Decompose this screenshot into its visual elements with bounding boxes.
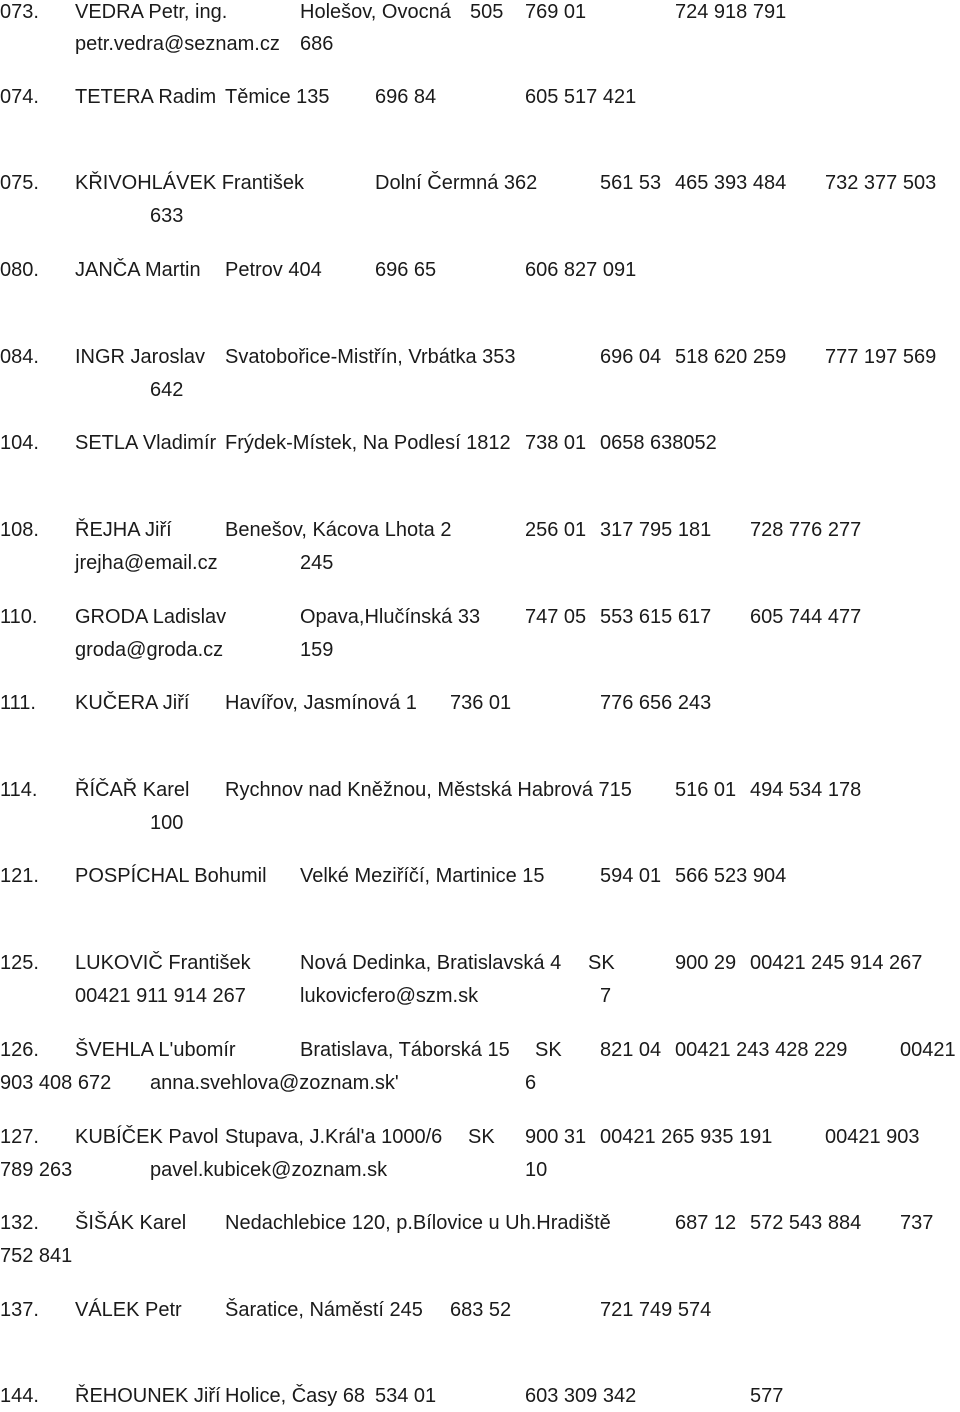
entry-field: Nová Dedinka, Bratislavská 4: [300, 952, 562, 974]
entry-field: VÁLEK Petr: [75, 1299, 182, 1321]
entry-field: 7: [600, 985, 612, 1007]
entry-field: 752 841: [0, 1245, 73, 1267]
entry-field: 534 01: [375, 1385, 437, 1407]
entry-field: KUBÍČEK Pavol: [75, 1126, 219, 1148]
entry-field: Nedachlebice 120, p.Bílovice u Uh.Hradiště: [225, 1212, 611, 1234]
entry-field: Stupava, J.Král'a 1000/6: [225, 1126, 443, 1148]
entry-field: Velké Meziříčí, Martinice 15: [300, 865, 545, 887]
entry-field: 687 12: [675, 1212, 737, 1234]
entry-field: lukovicfero@szm.sk: [300, 985, 479, 1007]
entry-line: [0, 688, 960, 718]
entry-field: 736 01: [450, 692, 512, 714]
entry-field: Šaratice, Náměstí 245: [225, 1299, 423, 1321]
entry-field: ŘEJHA Jiří: [75, 519, 172, 541]
entry-field: 074.: [0, 86, 39, 108]
entry-field: 769 01: [525, 1, 587, 23]
entry-field: 903 408 672: [0, 1072, 112, 1094]
entry-field: Havířov, Jasmínová 1: [225, 692, 417, 714]
entry-field: 100: [150, 812, 184, 834]
entry-line: [0, 1208, 960, 1238]
entry-field: 00421 245 914 267: [750, 952, 923, 974]
entry-field: 776 656 243: [600, 692, 712, 714]
entry-continuation-line: [0, 1155, 960, 1185]
entry-field: SK: [535, 1039, 562, 1061]
entry-continuation-line: [0, 981, 960, 1011]
entry-field: 900 31: [525, 1126, 587, 1148]
entry-field: 0658 638052: [600, 432, 717, 454]
entry-field: 125.: [0, 952, 39, 974]
entry-field: 696 65: [375, 259, 437, 281]
entry-field: 696 84: [375, 86, 437, 108]
entry-field: 789 263: [0, 1159, 73, 1181]
entry-field: JANČA Martin: [75, 259, 201, 281]
entry-field: Těmice 135: [225, 86, 330, 108]
entry-field: TETERA Radim: [75, 86, 217, 108]
entry-field: VEDRA Petr, ing.: [75, 1, 228, 23]
entry-field: 6: [525, 1072, 537, 1094]
entry-field: GRODA Ladislav: [75, 606, 227, 628]
entry-field: INGR Jaroslav: [75, 346, 206, 368]
entry-field: Benešov, Kácova Lhota 2: [225, 519, 452, 541]
entry-field: 317 795 181: [600, 519, 712, 541]
entry-field: 256 01: [525, 519, 587, 541]
entry-field: 144.: [0, 1385, 39, 1407]
entry-field: 603 309 342: [525, 1385, 637, 1407]
entry-field: SK: [468, 1126, 495, 1148]
entry-field: 724 918 791: [675, 1, 787, 23]
entry-field: POSPÍCHAL Bohumil: [75, 865, 267, 887]
entry-field: 642: [150, 379, 184, 401]
entry-line: [0, 428, 960, 458]
entry-line: [0, 1381, 960, 1411]
entry-field: Svatobořice-Mistřín, Vrbátka 353: [225, 346, 516, 368]
entry-line: [0, 602, 960, 632]
entry-field: 605 744 477: [750, 606, 862, 628]
entry-field: 721 749 574: [600, 1299, 712, 1321]
entry-field: 777 197 569: [825, 346, 937, 368]
entry-field: 900 29: [675, 952, 737, 974]
entry-field: Frýdek-Místek, Na Podlesí 1812: [225, 432, 511, 454]
entry-field: 577: [750, 1385, 784, 1407]
entry-field: 572 543 884: [750, 1212, 862, 1234]
entry-field: 104.: [0, 432, 39, 454]
entry-field: 633: [150, 205, 184, 227]
entry-continuation-line: [0, 635, 960, 665]
entry-field: 518 620 259: [675, 346, 787, 368]
entry-field: 127.: [0, 1126, 39, 1148]
entry-field: 075.: [0, 172, 39, 194]
entry-field: Holice, Časy 68: [225, 1385, 366, 1407]
entry-field: Petrov 404: [225, 259, 322, 281]
entry-continuation-line: [0, 201, 960, 231]
entry-line: [0, 1295, 960, 1325]
entry-field: 00421 903: [825, 1126, 920, 1148]
entry-field: Holešov, Ovocná: [300, 1, 451, 23]
entry-field: 245: [300, 552, 334, 574]
entry-line: [0, 515, 960, 545]
entry-field: SK: [588, 952, 615, 974]
entry-field: KUČERA Jiří: [75, 692, 190, 714]
entry-continuation-line: [0, 375, 960, 405]
entry-continuation-line: [0, 808, 960, 838]
entry-field: 00421 243 428 229: [675, 1039, 848, 1061]
entry-field: 080.: [0, 259, 39, 281]
entry-field: 683 52: [450, 1299, 512, 1321]
entry-field: Opava,Hlučínská 33: [300, 606, 481, 628]
entry-field: jrejha@email.cz: [75, 552, 218, 574]
entry-field: Dolní Čermná 362: [375, 172, 538, 194]
entry-line: [0, 1035, 960, 1065]
entry-field: 728 776 277: [750, 519, 862, 541]
entry-field: 494 534 178: [750, 779, 862, 801]
entry-line: [0, 82, 960, 112]
entry-field: 606 827 091: [525, 259, 637, 281]
entry-field: 516 01: [675, 779, 737, 801]
entry-field: 073.: [0, 1, 39, 23]
entry-field: 505: [470, 1, 504, 23]
entry-field: 10: [525, 1159, 548, 1181]
entry-line: [0, 255, 960, 285]
entry-line: [0, 342, 960, 372]
entry-field: 084.: [0, 346, 39, 368]
entry-field: 114.: [0, 779, 38, 801]
entry-field: 110.: [0, 606, 38, 628]
entry-field: KŘIVOHLÁVEK František: [75, 172, 304, 194]
entry-field: SETLA Vladimír: [75, 432, 217, 454]
entry-field: Rychnov nad Kněžnou, Městská Habrová 715: [225, 779, 632, 801]
entry-field: groda@groda.cz: [75, 639, 224, 661]
entry-field: 159: [300, 639, 334, 661]
entry-field: LUKOVIČ František: [75, 952, 251, 974]
entry-field: ŠIŠÁK Karel: [75, 1212, 187, 1234]
entry-field: 561 53: [600, 172, 662, 194]
entry-field: petr.vedra@seznam.cz: [75, 33, 280, 55]
entry-field: 137.: [0, 1299, 39, 1321]
entry-field: ŠVEHLA L'ubomír: [75, 1039, 236, 1061]
entry-field: 00421 265 935 191: [600, 1126, 773, 1148]
entry-field: 132.: [0, 1212, 39, 1234]
entry-continuation-line: [0, 1068, 960, 1098]
entry-line: [0, 861, 960, 891]
entry-field: 821 04: [600, 1039, 662, 1061]
entry-line: [0, 1122, 960, 1152]
entry-field: pavel.kubicek@zoznam.sk: [150, 1159, 388, 1181]
entry-line: [0, 168, 960, 198]
entry-line: [0, 948, 960, 978]
entry-field: 126.: [0, 1039, 39, 1061]
entry-field: 111.: [0, 692, 36, 714]
entry-field: 00421: [900, 1039, 956, 1061]
entry-field: 108.: [0, 519, 39, 541]
entry-field: 686: [300, 33, 334, 55]
entry-field: 465 393 484: [675, 172, 787, 194]
entry-field: 566 523 904: [675, 865, 787, 887]
entry-field: 738 01: [525, 432, 587, 454]
entry-field: Bratislava, Táborská 15: [300, 1039, 510, 1061]
entry-field: 747 05: [525, 606, 587, 628]
entry-field: 696 04: [600, 346, 662, 368]
entry-field: 737: [900, 1212, 934, 1234]
entry-field: 553 615 617: [600, 606, 712, 628]
entry-field: 00421 911 914 267: [75, 985, 246, 1007]
entry-field: 732 377 503: [825, 172, 937, 194]
entry-field: 594 01: [600, 865, 662, 887]
entry-field: 121.: [0, 865, 39, 887]
entry-line: [0, 0, 960, 27]
entry-field: ŘÍČAŘ Karel: [75, 779, 190, 801]
entry-continuation-line: [0, 548, 960, 578]
entry-continuation-line: [0, 29, 960, 59]
entry-field: 605 517 421: [525, 86, 637, 108]
entry-continuation-line: [0, 1241, 960, 1271]
entry-field: ŘEHOUNEK Jiří: [75, 1385, 221, 1407]
entry-line: [0, 775, 960, 805]
entry-field: anna.svehlova@zoznam.sk': [150, 1072, 399, 1094]
